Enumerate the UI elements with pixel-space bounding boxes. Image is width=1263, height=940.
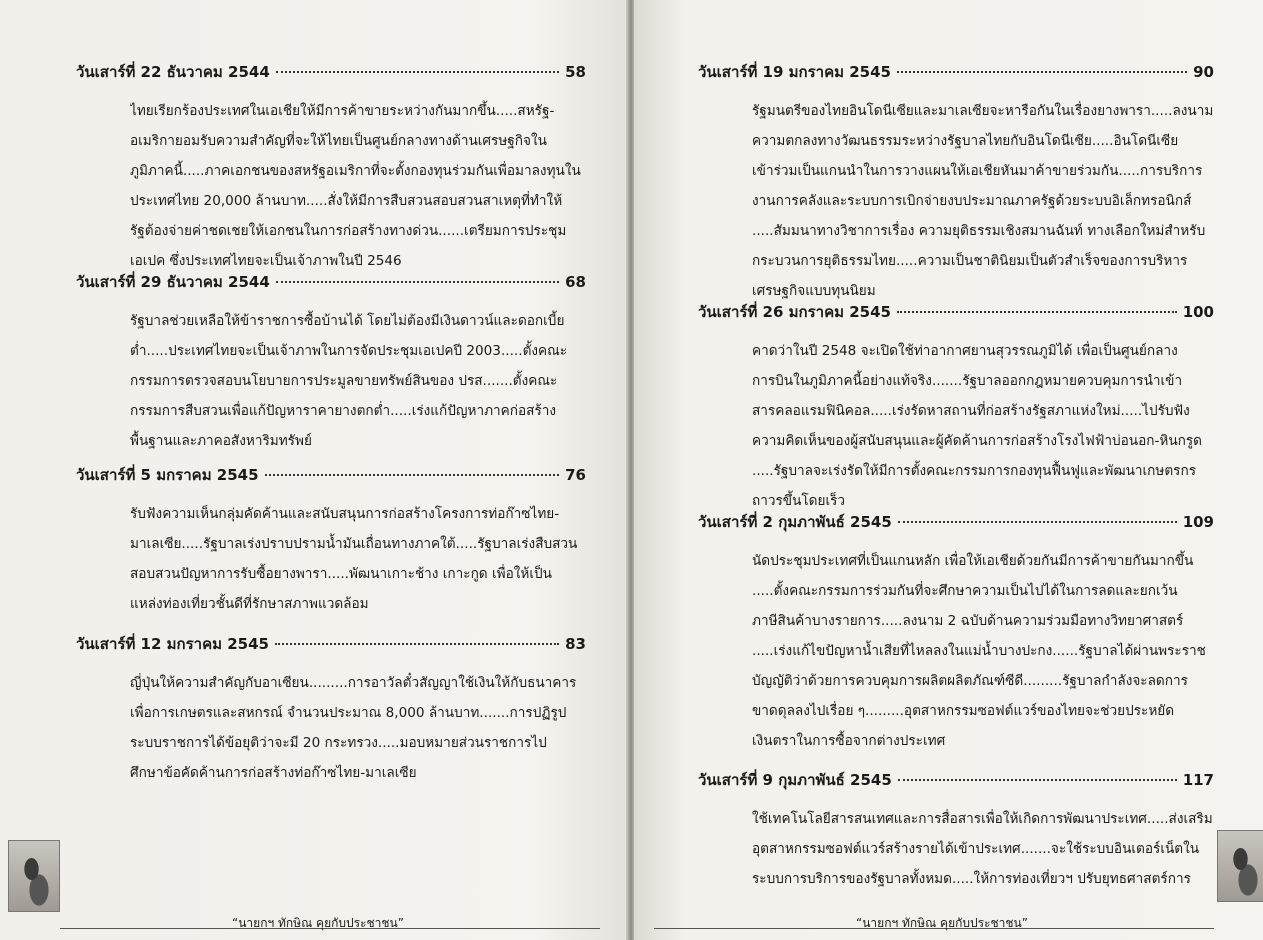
summary-line: ประเทศไทย 20,000 ล้านบาท.....สั่งให้มีการสืบสวนสอบสวนสาเหตุที่ทำให้ bbox=[130, 193, 563, 209]
summary-line: ต่ำ.....ประเทศไทยจะเป็นเจ้าภาพในการจัดประชุมเอเปคปี 2003.....ตั้งคณะ bbox=[130, 343, 568, 359]
entry-heading bbox=[76, 62, 586, 82]
summary-line: ระบบการบริการของรัฐบาลทั้งหมด.....ให้การท่องเที่ยวฯ ปรับยุทธศาสตร์การ bbox=[752, 871, 1191, 887]
summary-line: ระบบราชการได้ข้อยุติว่าจะมี 20 กระทรวง.....มอบหมายส่วนราชการไป bbox=[130, 735, 547, 751]
summary-line: กรรมการตรวจสอบนโยบายการประมูลขายทรัพย์สินของ ปรส.......ตั้งคณะ bbox=[130, 373, 558, 389]
summary-line: การบินในภูมิภาคนี้อย่างแท้จริง.......รัฐบาลออกกฎหมายควบคุมการนำเข้า bbox=[752, 373, 1183, 389]
entry-summary bbox=[76, 668, 586, 788]
toc-entry bbox=[698, 512, 1214, 756]
entry-date: วันเสาร์ที่ 9 กุมภาพันธ์ 2545 bbox=[698, 771, 892, 789]
entry-date: วันเสาร์ที่ 22 ธันวาคม 2544 bbox=[76, 63, 270, 81]
summary-line: เงินตราในการซื้อจากต่างประเทศ bbox=[752, 733, 946, 749]
summary-line: รัฐต้องจ่ายค่าชดเชยให้เอกชนในการก่อสร้างทางด่วน......เตรียมการประชุม bbox=[130, 223, 567, 239]
author-photo-thumbnail bbox=[8, 840, 60, 912]
entry-page-number: 58 bbox=[565, 63, 586, 81]
summary-line: เอเปค ซึ่งประเทศไทยจะเป็นเจ้าภาพในปี 2546 bbox=[130, 253, 402, 269]
summary-line: เศรษฐกิจแบบทุนนิยม bbox=[752, 283, 876, 299]
summary-line: ถาวรขึ้นโดยเร็ว bbox=[752, 493, 846, 509]
summary-line: พื้นฐานและภาคอสังหาริมทรัพย์ bbox=[130, 433, 312, 449]
summary-line: ศึกษาข้อคัดค้านการก่อสร้างท่อก๊าซไทย-มาเลเซีย bbox=[130, 765, 417, 781]
dot-leader bbox=[275, 643, 559, 645]
left-page bbox=[0, 0, 628, 940]
entry-summary bbox=[698, 804, 1214, 894]
summary-line: แหล่งท่องเที่ยวชั้นดีที่รักษาสภาพแวดล้อม bbox=[130, 596, 369, 612]
entry-page-number: 68 bbox=[565, 273, 586, 291]
dot-leader bbox=[898, 521, 1177, 523]
summary-line: เพื่อการเกษตรและสหกรณ์ จำนวนประมาณ 8,000 ล้านบาท.......การปฏิรูป bbox=[130, 705, 567, 721]
toc-entry bbox=[76, 62, 586, 276]
summary-line: รัฐมนตรีของไทยอินโดนีเซียและมาเลเซียจะหารือกันในเรื่องยางพารา.....ลงนาม bbox=[752, 103, 1214, 119]
entry-page-number: 90 bbox=[1193, 63, 1214, 81]
entry-summary bbox=[76, 306, 586, 456]
dot-leader bbox=[276, 71, 559, 73]
summary-line: .....สัมมนาทางวิชาการเรื่อง ความยุติธรรมเชิงสมานฉันท์ ทางเลือกใหม่สำหรับ bbox=[752, 223, 1206, 239]
dot-leader bbox=[898, 779, 1177, 781]
summary-line: อเมริกายอมรับความสำคัญที่จะให้ไทยเป็นศูนย์กลางทางด้านเศรษฐกิจใน bbox=[130, 133, 547, 149]
dot-leader bbox=[276, 281, 559, 283]
entry-heading bbox=[698, 302, 1214, 322]
entry-summary bbox=[698, 96, 1214, 306]
author-photo-thumbnail bbox=[1217, 830, 1263, 902]
dot-leader bbox=[897, 311, 1177, 313]
entry-page-number: 117 bbox=[1182, 771, 1214, 789]
summary-line: สอบสวนปัญหาการรับซื้อยางพารา.....พัฒนาเกาะช้าง เกาะกูด เพื่อให้เป็น bbox=[130, 566, 552, 582]
summary-line: .....ตั้งคณะกรรมการร่วมกันที่จะศึกษาความเป็นไปได้ในการลดและยกเว้น bbox=[752, 583, 1178, 599]
summary-line: เข้าร่วมเป็นแกนนำในการวางแผนให้เอเชียหันมาค้าขายร่วมกัน.....การบริการ bbox=[752, 163, 1203, 179]
summary-line: รัฐบาลช่วยเหลือให้ข้าราชการซื้อบ้านได้ โดยไม่ต้องมีเงินดาวน์และดอกเบี้ย bbox=[130, 313, 565, 329]
entry-heading bbox=[76, 272, 586, 292]
summary-line: .....รัฐบาลจะเร่งรัดให้มีการตั้งคณะกรรมการกองทุนฟื้นฟูและพัฒนาเกษตรกร bbox=[752, 463, 1197, 479]
summary-line: นัดประชุมประเทศที่เป็นแกนหลัก เพื่อให้เอเชียด้วยกันมีการค้าขายกันมากขึ้น bbox=[752, 553, 1194, 569]
entry-page-number: 100 bbox=[1182, 303, 1214, 321]
summary-line: รับฟังความเห็นกลุ่มคัดค้านและสนับสนุนการก่อสร้างโครงการท่อก๊าซไทย- bbox=[130, 506, 560, 522]
entry-page-number: 109 bbox=[1182, 513, 1214, 531]
summary-line: กระบวนการยุติธรรมไทย.....ความเป็นชาตินิยมเป็นตัวสำเร็จของการบริหาร bbox=[752, 253, 1188, 269]
summary-line: .....เร่งแก้ไขปัญหาน้ำเสียที่ไหลลงในแม่น้ำบางปะกง......รัฐบาลได้ผ่านพระราช bbox=[752, 643, 1206, 659]
entry-date: วันเสาร์ที่ 26 มกราคม 2545 bbox=[698, 303, 891, 321]
summary-line: มาเลเซีย.....รัฐบาลเร่งปราบปรามน้ำมันเถื่อนทางภาคใต้.....รัฐบาลเร่งสืบสวน bbox=[130, 536, 578, 552]
entry-date: วันเสาร์ที่ 5 มกราคม 2545 bbox=[76, 466, 259, 484]
entry-page-number: 83 bbox=[565, 635, 586, 653]
summary-line: งานการคลังและระบบการเบิกจ่ายงบประมาณภาครัฐด้วยระบบอิเล็กทรอนิกส์ bbox=[752, 193, 1192, 209]
summary-line: ภาษีสินค้าบางรายการ.....ลงนาม 2 ฉบับด้านความร่วมมือทางวิทยาศาสตร์ bbox=[752, 613, 1184, 629]
toc-entry bbox=[76, 272, 586, 456]
toc-entry bbox=[76, 465, 586, 619]
summary-line: บัญญัติว่าด้วยการควบคุมการผลิตผลิตภัณฑ์ซีดี.........รัฐบาลกำลังจะลดการ bbox=[752, 673, 1188, 689]
toc-entry bbox=[698, 62, 1214, 306]
summary-line: คาดว่าในปี 2548 จะเปิดใช้ท่าอากาศยานสุวรรณภูมิได้ เพื่อเป็นศูนย์กลาง bbox=[752, 343, 1178, 359]
entry-heading bbox=[76, 634, 586, 654]
summary-line: กรรมการสืบสวนเพื่อแก้ปัญหาราคายางตกต่ำ.....เร่งแก้ปัญหาภาคก่อสร้าง bbox=[130, 403, 557, 419]
entry-date: วันเสาร์ที่ 12 มกราคม 2545 bbox=[76, 635, 269, 653]
summary-line: ความตกลงทางวัฒนธรรมระหว่างรัฐบาลไทยกับอินโดนีเซีย.....อินโดนีเซีย bbox=[752, 133, 1179, 149]
dot-leader bbox=[265, 474, 560, 476]
toc-entry bbox=[698, 302, 1214, 516]
summary-line: ภูมิภาคนี้.....ภาคเอกชนของสหรัฐอเมริกาที่จะตั้งกองทุนร่วมกันเพื่อมาลงทุนใน bbox=[130, 163, 581, 179]
dot-leader bbox=[897, 71, 1187, 73]
toc-entry bbox=[698, 770, 1214, 894]
entry-heading bbox=[698, 62, 1214, 82]
entry-page-number: 76 bbox=[565, 466, 586, 484]
entry-summary bbox=[698, 336, 1214, 516]
entry-summary bbox=[76, 499, 586, 619]
summary-line: ขาดดุลลงไปเรื่อย ๆ.........อุตสาหกรรมซอฟต์แวร์ของไทยจะช่วยประหยัด bbox=[752, 703, 1175, 719]
summary-line: ใช้เทคโนโลยีสารสนเทศและการสื่อสารเพื่อให้เกิดการพัฒนาประเทศ.....ส่งเสริม bbox=[752, 811, 1213, 827]
entry-heading bbox=[698, 770, 1214, 790]
summary-line: ญี่ปุ่นให้ความสำคัญกับอาเซียน.........การอาวัลตั๋วสัญญาใช้เงินให้กับธนาคาร bbox=[130, 675, 577, 691]
entry-date: วันเสาร์ที่ 29 ธันวาคม 2544 bbox=[76, 273, 270, 291]
entry-date: วันเสาร์ที่ 19 มกราคม 2545 bbox=[698, 63, 891, 81]
summary-line: อุตสาหกรรมซอฟต์แวร์สร้างรายได้เข้าประเทศ.......จะใช้ระบบอินเตอร์เน็ตใน bbox=[752, 841, 1200, 857]
entry-heading bbox=[76, 465, 586, 485]
page-footer: “นายกฯ ทักษิณ คุยกับประชาชน” bbox=[856, 916, 1028, 930]
page-footer: “นายกฯ ทักษิณ คุยกับประชาชน” bbox=[232, 916, 404, 930]
entry-heading bbox=[698, 512, 1214, 532]
summary-line: ไทยเรียกร้องประเทศในเอเชียให้มีการค้าขายระหว่างกันมากขึ้น.....สหรัฐ- bbox=[130, 103, 555, 119]
entry-summary bbox=[698, 546, 1214, 756]
summary-line: ความคิดเห็นของผู้สนับสนุนและผู้คัดค้านการก่อสร้างโรงไฟฟ้าบ่อนอก-หินกรูด bbox=[752, 433, 1202, 449]
entry-summary bbox=[76, 96, 586, 276]
toc-entry bbox=[76, 634, 586, 788]
summary-line: สารคลอแรมฟินิคอล.....เร่งรัดหาสถานที่ก่อสร้างรัฐสภาแห่งใหม่.....ไปรับฟัง bbox=[752, 403, 1190, 419]
entry-date: วันเสาร์ที่ 2 กุมภาพันธ์ 2545 bbox=[698, 513, 892, 531]
